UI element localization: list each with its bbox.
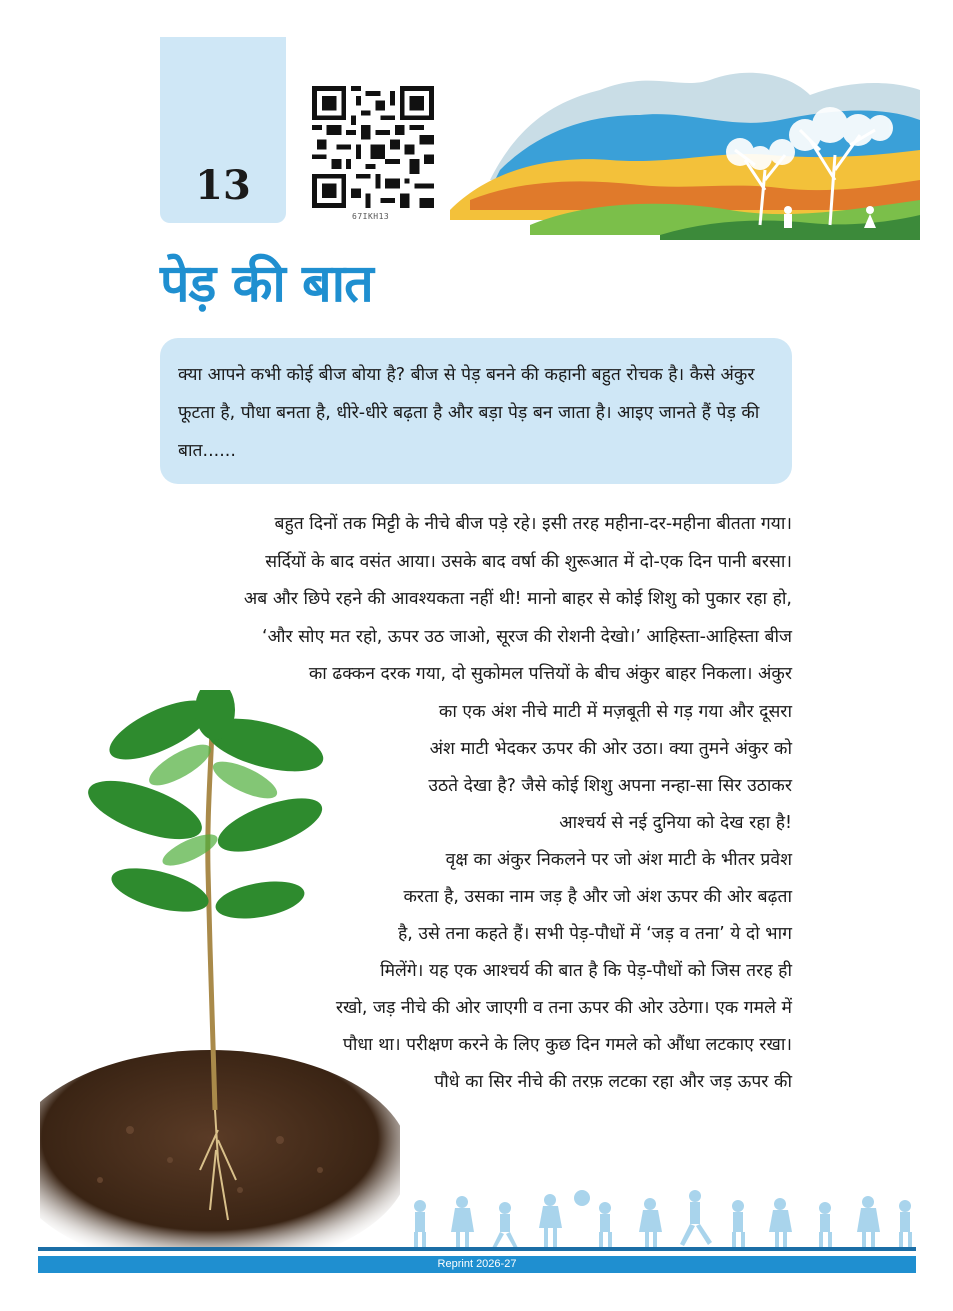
body-line: का एक अंश नीचे माटी में मज़बूती से गड़ गया और दूसरा bbox=[438, 702, 792, 722]
intro-text: क्या आपने कभी कोई बीज बोया है? बीज से पेड़ बनने की कहानी बहुत रोचक है। कैसे अंकुर फूटता है, पौधा बनता है, धीरे-धीरे बढ़ता है और बड़ा पेड़ बन जाता है। आइए जानते हैं पेड़ की बात...... bbox=[178, 365, 760, 461]
landscape-illustration bbox=[430, 60, 920, 240]
footer-rule bbox=[38, 1247, 916, 1251]
body-line: पौधा था। परीक्षण करने के लिए कुछ दिन गमले को औंधा लटकाए रखा। bbox=[342, 1035, 792, 1055]
body-line: करता है, उसका नाम जड़ है और जो अंश ऊपर की ओर बढ़ता bbox=[403, 887, 792, 907]
chapter-number: 13 bbox=[195, 162, 251, 209]
body-line: अंश माटी भेदकर ऊपर की ओर उठा। क्या तुमने अंकुर को bbox=[429, 739, 792, 759]
intro-box bbox=[160, 338, 792, 484]
body-line: पौधे का सिर नीचे की तरफ़ लटका रहा और जड़ ऊपर की bbox=[434, 1072, 792, 1092]
qr-code-id: 67IKH13 bbox=[352, 212, 390, 221]
body-line: मिलेंगे। यह एक आश्चर्य की बात है कि पेड़-पौधों को जिस तरह ही bbox=[380, 961, 792, 981]
body-line: वृक्ष का अंकुर निकलने पर जो अंश माटी के भीतर प्रवेश bbox=[445, 850, 792, 870]
body-line: है, उसे तना कहते हैं। सभी पेड़-पौधों में ‘जड़ व तना’ ये दो भाग bbox=[397, 924, 792, 944]
body-line: उठते देखा है? जैसे कोई शिशु अपना नन्हा-सा सिर उठाकर bbox=[428, 776, 792, 796]
body-line: आश्चर्य से नई दुनिया को देख रहा है! bbox=[559, 813, 792, 833]
body-line: ‘और सोए मत रहो, ऊपर उठ जाओ, सूरज की रोशनी देखो।’ आहिस्ता-आहिस्ता बीज bbox=[262, 627, 792, 647]
footer-reprint: Reprint 2026-27 bbox=[38, 1256, 916, 1273]
qr-code-icon bbox=[312, 86, 434, 208]
body-line: सर्दियों के बाद वसंत आया। उसके बाद वर्षा की शुरूआत में दो-एक दिन पानी बरसा। bbox=[265, 552, 792, 572]
body-line: का ढक्कन दरक गया, दो सुकोमल पत्तियों के बीच अंकुर बाहर निकला। अंकुर bbox=[308, 664, 792, 684]
plant-illustration bbox=[40, 690, 400, 1250]
body-line: रखो, जड़ नीचे की ओर जाएगी व तना ऊपर की ओर उठेगा। एक गमले में bbox=[335, 998, 792, 1018]
children-silhouettes bbox=[400, 1188, 920, 1250]
body-line: अब और छिपे रहने की आवश्यकता नहीं थी! मानो बाहर से कोई शिशु को पुकार रहा हो, bbox=[243, 589, 792, 609]
chapter-tab bbox=[160, 37, 286, 223]
chapter-title: पेड़ की बात bbox=[160, 254, 373, 314]
body-line: बहुत दिनों तक मिट्टी के नीचे बीज पड़े रहे। इसी तरह महीना-दर-महीना बीतता गया। bbox=[274, 514, 792, 534]
